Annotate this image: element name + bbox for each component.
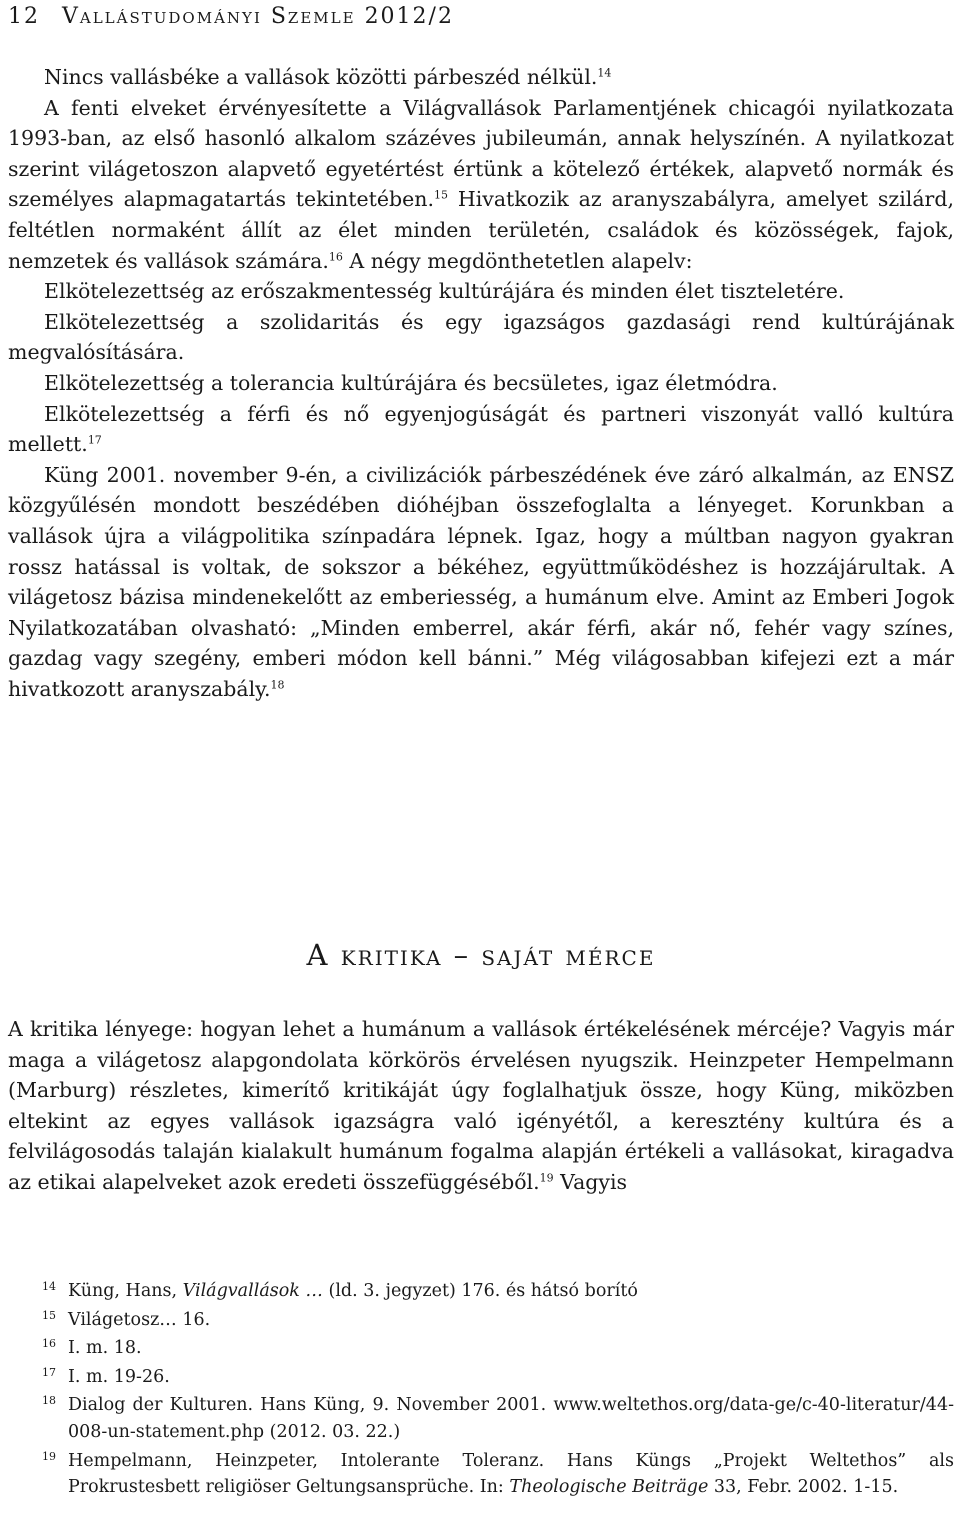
footnote-ref[interactable]: 18	[270, 678, 285, 692]
footnote-text: Küng, Hans,	[68, 1281, 183, 1301]
paragraph	[8, 62, 954, 93]
principle-item	[8, 399, 954, 460]
footnote	[8, 1448, 954, 1501]
paragraph-text: A kritika lényege: hogyan lehet a humánum a vallások értékelésének mércéje? Vagyis már maga a világetosz alapgondolata körkörös érvelésen nyugszik. Heinzpeter Hempelmann (Marburg) részletes, kimerítő kritikáját úgy foglalhatjuk össze, hogy Küng, miközben eltekint az egyes vallások igazságra való igényétől, a keresztény kultúra és a felvilágosodás talaján kialakult humánum fogalma alapján értékeli a vallásokat, kiragadva az etikai alapelveket azok eredeti összefüggéséből.	[8, 1017, 954, 1194]
footnote	[8, 1392, 954, 1445]
paragraph	[8, 93, 954, 277]
paragraph	[8, 1014, 954, 1198]
footnotes	[8, 1278, 954, 1503]
footnote-ref[interactable]: 19	[539, 1171, 554, 1185]
paragraph	[8, 460, 954, 705]
section-heading: A kritika – saját mérce	[306, 938, 656, 972]
section-text	[8, 1014, 954, 1198]
page-number: 12	[8, 4, 40, 29]
footnote-number: 15	[42, 1308, 56, 1322]
paragraph-text: Küng 2001. november 9-én, a civilizációk párbeszédének éve záró alkalmán, az ENSZ közgyűlésén mondott beszédében dióhéjban összefoglalta a lényeget. Korunkban a vallások újra a világpolitika színpadára lépnek. Igaz, hogy a múltban nagyon gyakran rossz hatással is voltak, de sokszor a békéhez, együttműködéshez is hozzájárultak. A világetosz bázisa mindenekelőtt az emberiesség, a humánum elve. Amint az Emberi Jogok Nyilatkozatában olvasható: „Minden emberrel, akár férfi, akár nő, fehér vagy színes, gazdag vagy szegény, emberi módon kell bánni.” Még világosabban kifejezi ezt a már hivatkozott aranyszabály.	[8, 462, 954, 701]
paragraph-text: A négy megdönthetetlen alapelv:	[342, 248, 693, 273]
paragraph-text: Nincs vallásbéke a vallások közötti párbeszéd nélkül.	[44, 65, 598, 89]
footnote-ref[interactable]: 14	[597, 66, 612, 80]
footnote-text: Hempelmann, Heinzpeter, Intolerante Toleranz. Hans Küngs „Projekt Weltethos” als Prokrustesbett religiöser Geltungsansprüche. In:	[68, 1450, 954, 1498]
running-head	[8, 4, 454, 29]
footnote-text: Világetosz… 16.	[68, 1309, 211, 1330]
body-text	[8, 62, 954, 704]
paragraph-text: Elkötelezettség a férfi és nő egyenjogúságát és partneri viszonyát valló kultúra mellett.	[8, 401, 954, 457]
paragraph-text: Hivatkozik az aranyszabályra, amelyet szilárd, feltétlen normaként állít az élet minden területén, családok és közösségek, fajok, nemzetek és vallások számára.	[8, 187, 955, 273]
principle-item: Elkötelezettség az erőszakmentesség kultúrájára és minden élet tiszteletére.	[44, 279, 845, 304]
footnote-number: 18	[42, 1394, 56, 1408]
footnote-text: (ld. 3. jegyzet) 176. és hátsó borító	[322, 1281, 638, 1301]
footnote-title: Világvallások …	[182, 1281, 323, 1301]
footnote	[8, 1335, 954, 1362]
journal-title: Vallástudományi Szemle 2012/2	[62, 4, 454, 29]
paragraph-text: Vagyis	[553, 1169, 628, 1194]
footnote-text: I. m. 19-26.	[68, 1366, 170, 1387]
footnote-number: 19	[42, 1449, 56, 1463]
footnote	[8, 1307, 954, 1334]
footnote-title: Theologische Beiträge	[509, 1477, 709, 1498]
footnote-text: Dialog der Kulturen. Hans Küng, 9. November 2001. www.weltethos.org/data-ge/c-40-literatur/44-008-un-statement.php (2012. 03. 22.)	[68, 1395, 954, 1442]
footnote-ref[interactable]: 15	[434, 188, 449, 202]
footnote-text: 33, Febr. 2002. 1-15.	[708, 1477, 899, 1498]
paragraph-text: A fenti elveket érvényesítette a Világvallások Parlamentjének chicagói nyilatkozata 1993-ban, az első hasonló alkalom százéves jubileumán, annak helyszínén. A nyilatkozat szerint világetoszon alapvető egyetértést értünk a kötelező értékek, alapvető normák és személyes alapmagatartás tekintetében.	[8, 95, 954, 212]
principle-item: Elkötelezettség a szolidaritás és egy igazságos gazdasági rend kultúrájának megvalósítására.	[8, 309, 954, 365]
footnote-number: 14	[42, 1280, 56, 1293]
footnote-text: I. m. 18.	[68, 1338, 142, 1359]
footnote	[8, 1364, 954, 1391]
footnote	[8, 1278, 954, 1305]
footnote-ref[interactable]: 16	[328, 249, 343, 263]
principle-item: Elkötelezettség a tolerancia kultúrájára és becsületes, igaz életmódra.	[44, 370, 778, 395]
footnote-number: 17	[42, 1365, 56, 1379]
footnote-number: 16	[42, 1337, 56, 1351]
footnote-ref[interactable]: 17	[87, 433, 102, 447]
